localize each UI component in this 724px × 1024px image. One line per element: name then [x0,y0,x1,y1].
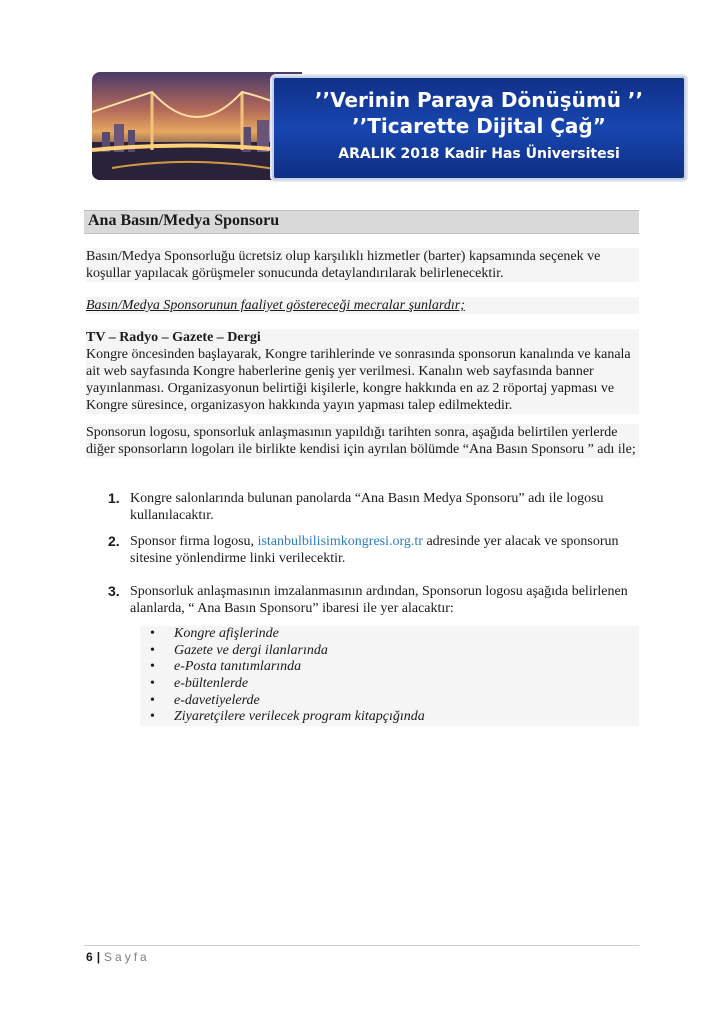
list-item: • Gazete ve dergi ilanlarında [150,642,328,658]
intro-paragraph: Basın/Medya Sponsorluğu ücretsiz olup karşılıklı hizmetler (barter) kapsamında seçenek ve koşullar yapılacak görüşmeler sonucunda detaylandırılarak belirlenecektir. [86,248,639,282]
bullet-icon: • [150,709,155,725]
item-number: 2. [108,533,120,549]
bullet-icon: • [150,626,155,641]
item-text-pre: Sponsor firma logosu, [130,534,258,549]
media-subtitle: Basın/Medya Sponsorunun faaliyet göstereceği mecralar şunlardır; [86,297,639,314]
footer-separator: | [96,950,101,964]
item-number: 3. [108,583,120,599]
banner-title-line2: ’’Ticarette Dijital Çağ” [352,114,606,138]
bullet-icon: • [150,642,155,658]
banner-date-location: ARALIK 2018 Kadir Has Üniversitesi [338,146,620,162]
section-heading [84,210,639,234]
list-item: • e-bültenlerde [150,676,249,692]
item-text: Kongre salonlarında bulunan panolarda “Ana Basın Medya Sponsoru” adı ile logosu kullanılacaktır. [130,491,604,523]
page-label: Sayfa [104,950,150,964]
bullet-icon: • [150,676,155,692]
logo-paragraph: Sponsorun logosu, sponsorluk anlaşmasının yapıldığı tarihten sonra, aşağıda belirtilen yerlerde diğer sponsorların logoları ile birlikte kendisi için ayrılan bölümde “Ana Basın Sponsoru ” adı ile; [86,424,639,458]
list-item: • e-Posta tanıtımlarında [150,659,302,675]
page-number: 6 [86,950,93,964]
numbered-item-2 [108,533,639,567]
page-footer [86,950,150,964]
bullet-icon: • [150,692,155,708]
banner-title-line1: ’’Verinin Paraya Dönüşümü ’’ [314,88,644,112]
congress-website-link[interactable]: istanbulbilisimkongresi.org.tr [257,534,423,549]
media-channels-title: TV – Radyo – Gazete – Dergi [86,329,639,346]
item-number: 1. [108,490,120,506]
placement-bullet-list [140,626,639,726]
media-channels-paragraph: Kongre öncesinden başlayarak, Kongre tarihlerinde ve sonrasında sponsorun kanalında ve kanala ait web sayfasında Kongre haberlerine geniş yer verilmesi. Kanalın web sayfasında banner yayınlanması. Organizasyonun belirtiği kişilerle, kongre hakkında en az 2 röportaj yapması ve Kongre süresince, organizasyon hakkında yayın yapması talep edilmektedir. [86,346,639,414]
item-text: Sponsorluk anlaşmasının imzalanmasının ardından, Sponsorun logosu aşağıda belirlenen alanlarda, “ Ana Basın Sponsoru” ibaresi ile yer alacaktır: [130,584,628,616]
item-text-post: adresinde yer alacak ve sponsorun sitesine yönlendirme linki verilecektir. [130,534,619,566]
banner-title-panel [270,74,688,182]
item-text [130,533,635,567]
footer-divider [84,945,639,946]
list-item: • Kongre afişlerinde [150,626,279,641]
bullet-icon: • [150,659,155,675]
section-title: Ana Basın/Medya Sponsoru [88,212,280,229]
numbered-item-3 [108,583,639,617]
numbered-item-1 [108,490,639,524]
header-banner [92,72,688,180]
list-item: • e-davetiyelerde [150,692,260,708]
list-item: • Ziyaretçilere verilecek program kitapçığında [150,709,425,725]
